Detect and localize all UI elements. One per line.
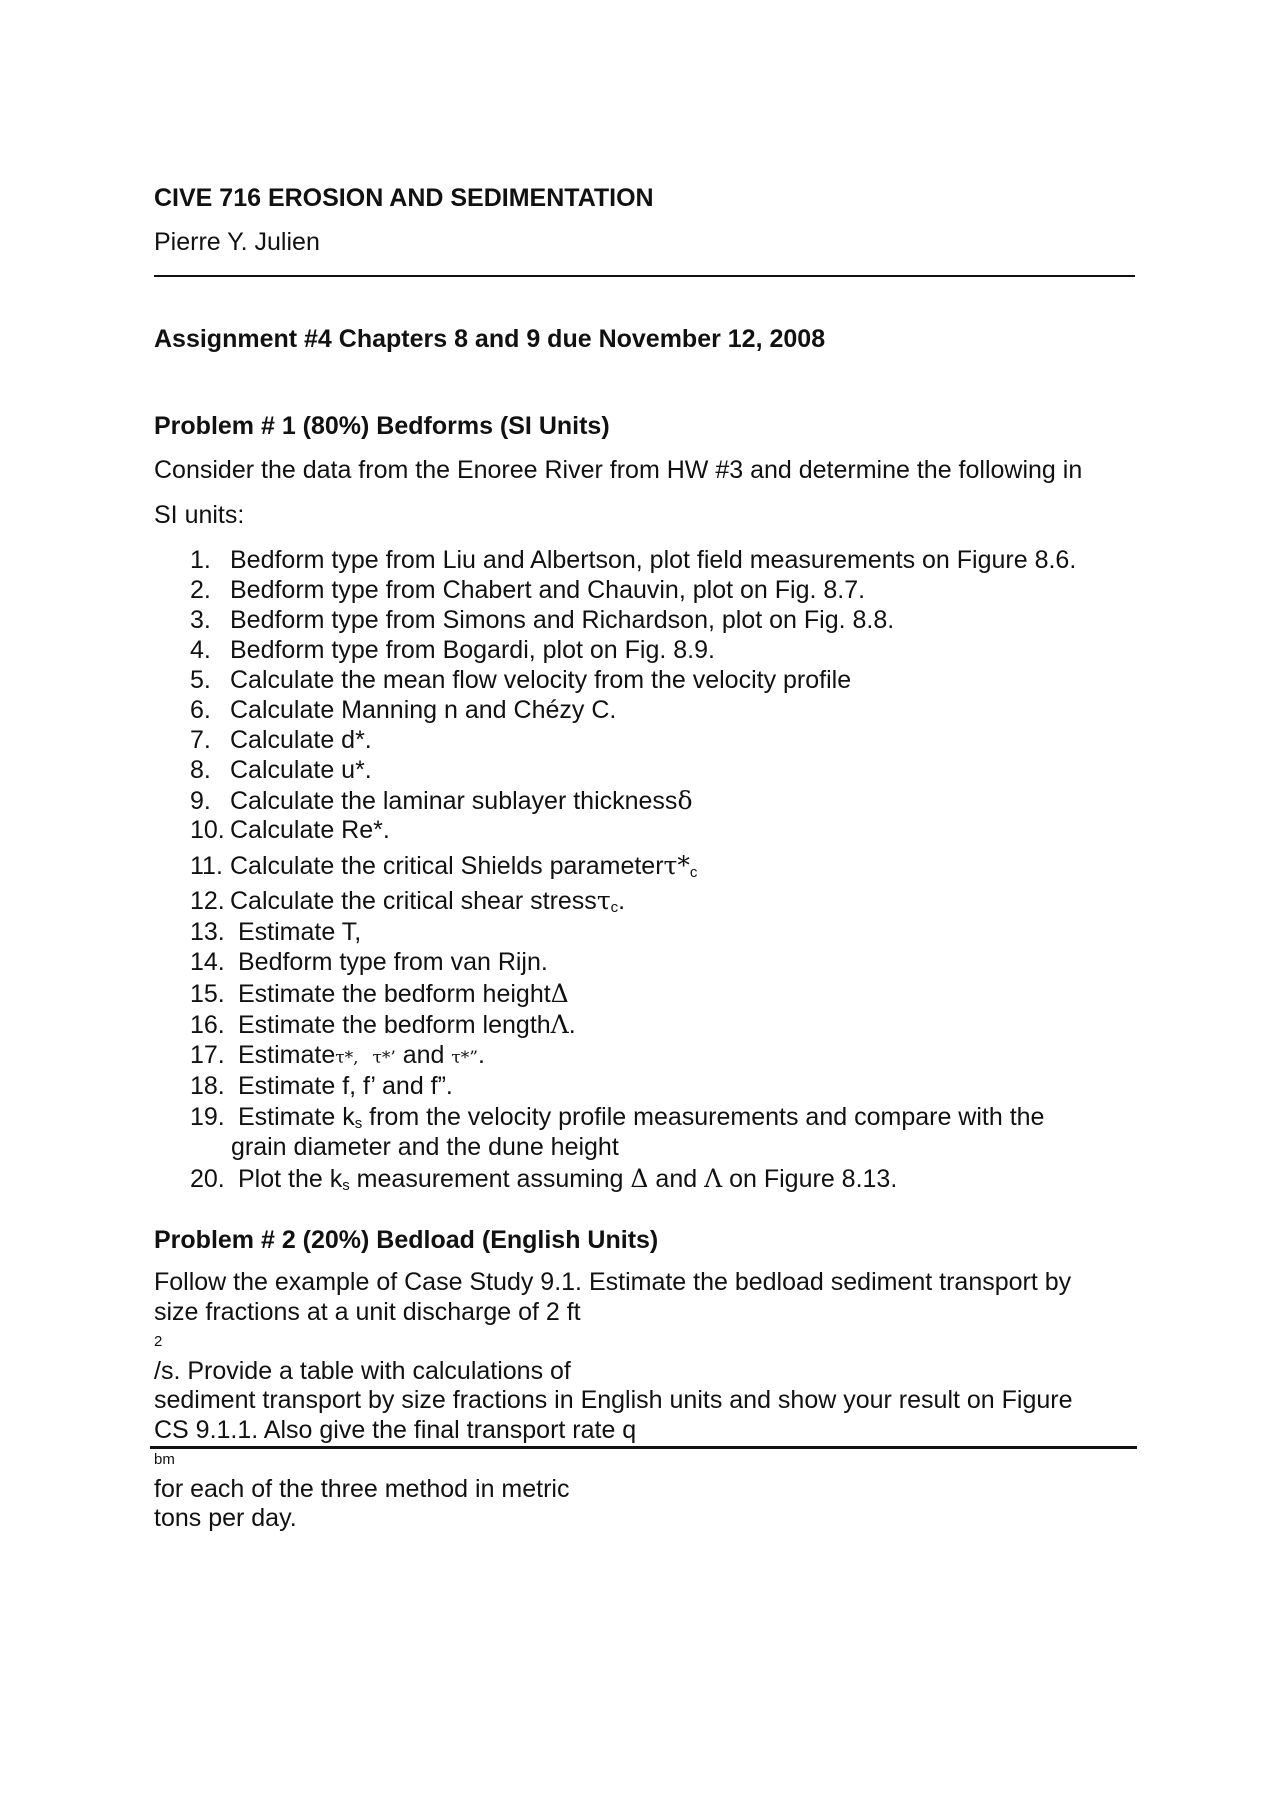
- list-text: Calculate u*.: [230, 756, 372, 784]
- assignment-heading: Assignment #4 Chapters 8 and 9 due November 12, 2008: [154, 325, 826, 353]
- paragraph-text: for each of the three method in metric: [154, 1474, 570, 1503]
- capital-delta-symbol: Δ: [550, 979, 569, 1008]
- list-item: [190, 696, 616, 725]
- list-text: Calculate the laminar sublayer thickness: [230, 787, 678, 815]
- list-text: Calculate the critical shear stress: [230, 887, 597, 915]
- list-number: 6.: [190, 696, 211, 724]
- list-item: [190, 666, 851, 695]
- problem2-paragraph: [154, 1268, 1144, 1534]
- problem1-intro-line2: SI units:: [154, 501, 245, 529]
- paragraph-line: Follow the example of Case Study 9.1. Estimate the bedload sediment transport by: [154, 1268, 1072, 1296]
- list-item: [190, 918, 361, 947]
- list-item: [190, 786, 693, 816]
- list-number: 7.: [190, 726, 211, 754]
- list-text: Calculate the critical Shields parameter: [230, 852, 664, 880]
- list-number: 15.: [190, 980, 225, 1008]
- list-number: 16.: [190, 1011, 225, 1039]
- list-text-tail: from the velocity profile measurements and compare with the: [362, 1103, 1045, 1131]
- subscript-s: s: [354, 1115, 363, 1132]
- superscript-2: 2: [154, 1333, 163, 1350]
- capital-delta-symbol: Δ: [630, 1164, 649, 1193]
- list-text: Estimate k: [238, 1103, 355, 1131]
- list-text: Calculate the mean flow velocity from the velocity profile: [230, 666, 852, 694]
- list-item: [190, 606, 894, 635]
- list-number: 13.: [190, 918, 225, 946]
- list-number: 2.: [190, 576, 211, 604]
- top-divider: [154, 275, 1135, 277]
- list-item: [190, 816, 390, 845]
- list-number: 5.: [190, 666, 211, 694]
- list-text: Bedform type from Bogardi, plot on Fig. 8.9.: [230, 636, 715, 664]
- list-text: Estimate the bedform length: [238, 1011, 551, 1039]
- list-text: Bedform type from Liu and Albertson, plot field measurements on Figure 8.6.: [230, 546, 1077, 574]
- problem2-heading: Problem # 2 (20%) Bedload (English Units): [154, 1226, 659, 1254]
- list-number: 14.: [190, 948, 225, 976]
- paragraph-text: size fractions at a unit discharge of 2 ft: [154, 1297, 581, 1326]
- list-text: Calculate d*.: [230, 726, 372, 754]
- list-number: 4.: [190, 636, 211, 664]
- list-number: 3.: [190, 606, 211, 634]
- subscript-s: s: [342, 1177, 350, 1194]
- list-text-mid: and: [395, 1041, 452, 1069]
- list-text: Estimate T,: [238, 918, 362, 946]
- list-item: [190, 1041, 485, 1070]
- author-name: Pierre Y. Julien: [154, 228, 320, 256]
- list-number: 18.: [190, 1072, 225, 1100]
- problem1-heading: Problem # 1 (80%) Bedforms (SI Units): [154, 412, 610, 440]
- list-text: Calculate Manning n and Chézy C.: [230, 696, 617, 724]
- list-text: Estimate: [238, 1041, 336, 1069]
- list-number: 1.: [190, 546, 211, 574]
- list-text-tail: .: [618, 887, 626, 915]
- paragraph-line: sediment transport by size fractions in English units and show your result on Figure: [154, 1386, 1073, 1414]
- problem1-intro-line1: Consider the data from the Enoree River from HW #3 and determine the following in: [154, 456, 1083, 484]
- list-number: 20.: [190, 1165, 225, 1193]
- list-item-continuation: [231, 1133, 619, 1162]
- list-text-tail: on Figure 8.13.: [722, 1165, 898, 1193]
- list-text: Bedform type from Simons and Richardson, plot on Fig. 8.8.: [230, 606, 895, 634]
- list-text: Estimate f, f’ and f”.: [238, 1072, 453, 1100]
- list-item: [190, 948, 548, 977]
- list-number: 9.: [190, 787, 211, 815]
- course-title: CIVE 716 EROSION AND SEDIMENTATION: [154, 184, 654, 212]
- list-number: 11.: [190, 852, 223, 880]
- list-item: [190, 546, 1076, 575]
- list-item: [190, 756, 372, 785]
- list-number: 17.: [190, 1041, 225, 1069]
- list-text-tail: .: [478, 1041, 485, 1069]
- list-item: [190, 1164, 897, 1194]
- list-text-mid: and: [648, 1165, 705, 1193]
- list-text: Bedform type from Chabert and Chauvin, plot on Fig. 8.7.: [230, 576, 866, 604]
- list-text: Plot the k: [238, 1165, 343, 1193]
- subscript-c: c: [610, 899, 619, 916]
- list-text: Estimate the bedform height: [238, 980, 551, 1008]
- list-number: 8.: [190, 756, 211, 784]
- list-number: 19.: [190, 1103, 225, 1131]
- list-text: Calculate Re*.: [230, 816, 390, 844]
- paragraph-text: /s. Provide a table with calculations of: [154, 1356, 571, 1385]
- list-item: [190, 1010, 576, 1040]
- paragraph-line: [154, 1416, 1144, 1505]
- capital-lambda-symbol: Λ: [550, 1010, 569, 1039]
- delta-symbol: δ: [677, 786, 693, 815]
- list-text: Bedform type from van Rijn.: [238, 948, 548, 976]
- bottom-divider: [150, 1446, 1137, 1449]
- list-text-tail: .: [568, 1011, 576, 1039]
- tau-star-double-prime-symbol: τ*”: [451, 1048, 479, 1068]
- tau-star-symbol: τ*: [663, 851, 690, 880]
- list-item: [190, 1103, 1044, 1132]
- tau-star-prime-symbol: τ*’: [372, 1048, 396, 1068]
- list-item: [190, 576, 865, 605]
- paragraph-line: tons per day.: [154, 1504, 297, 1532]
- list-text: grain diameter and the dune height: [231, 1133, 619, 1161]
- paragraph-text: CS 9.1.1. Also give the final transport rate q: [154, 1415, 637, 1444]
- capital-lambda-symbol: Λ: [704, 1164, 723, 1193]
- list-item: [190, 726, 372, 755]
- list-item: [190, 886, 625, 916]
- paragraph-line: [154, 1298, 1144, 1387]
- list-number: 10.: [190, 816, 225, 844]
- list-number: 12.: [190, 887, 225, 915]
- list-item: [190, 979, 569, 1009]
- list-item: [190, 636, 715, 665]
- tau-symbol: τ: [596, 886, 611, 915]
- subscript-bm: bm: [154, 1451, 175, 1468]
- tau-star-symbol: τ*,: [335, 1048, 359, 1068]
- list-item: [190, 1072, 453, 1101]
- list-text-tail: measurement assuming: [349, 1165, 631, 1193]
- subscript-c: c: [689, 864, 698, 881]
- list-item: [190, 851, 697, 881]
